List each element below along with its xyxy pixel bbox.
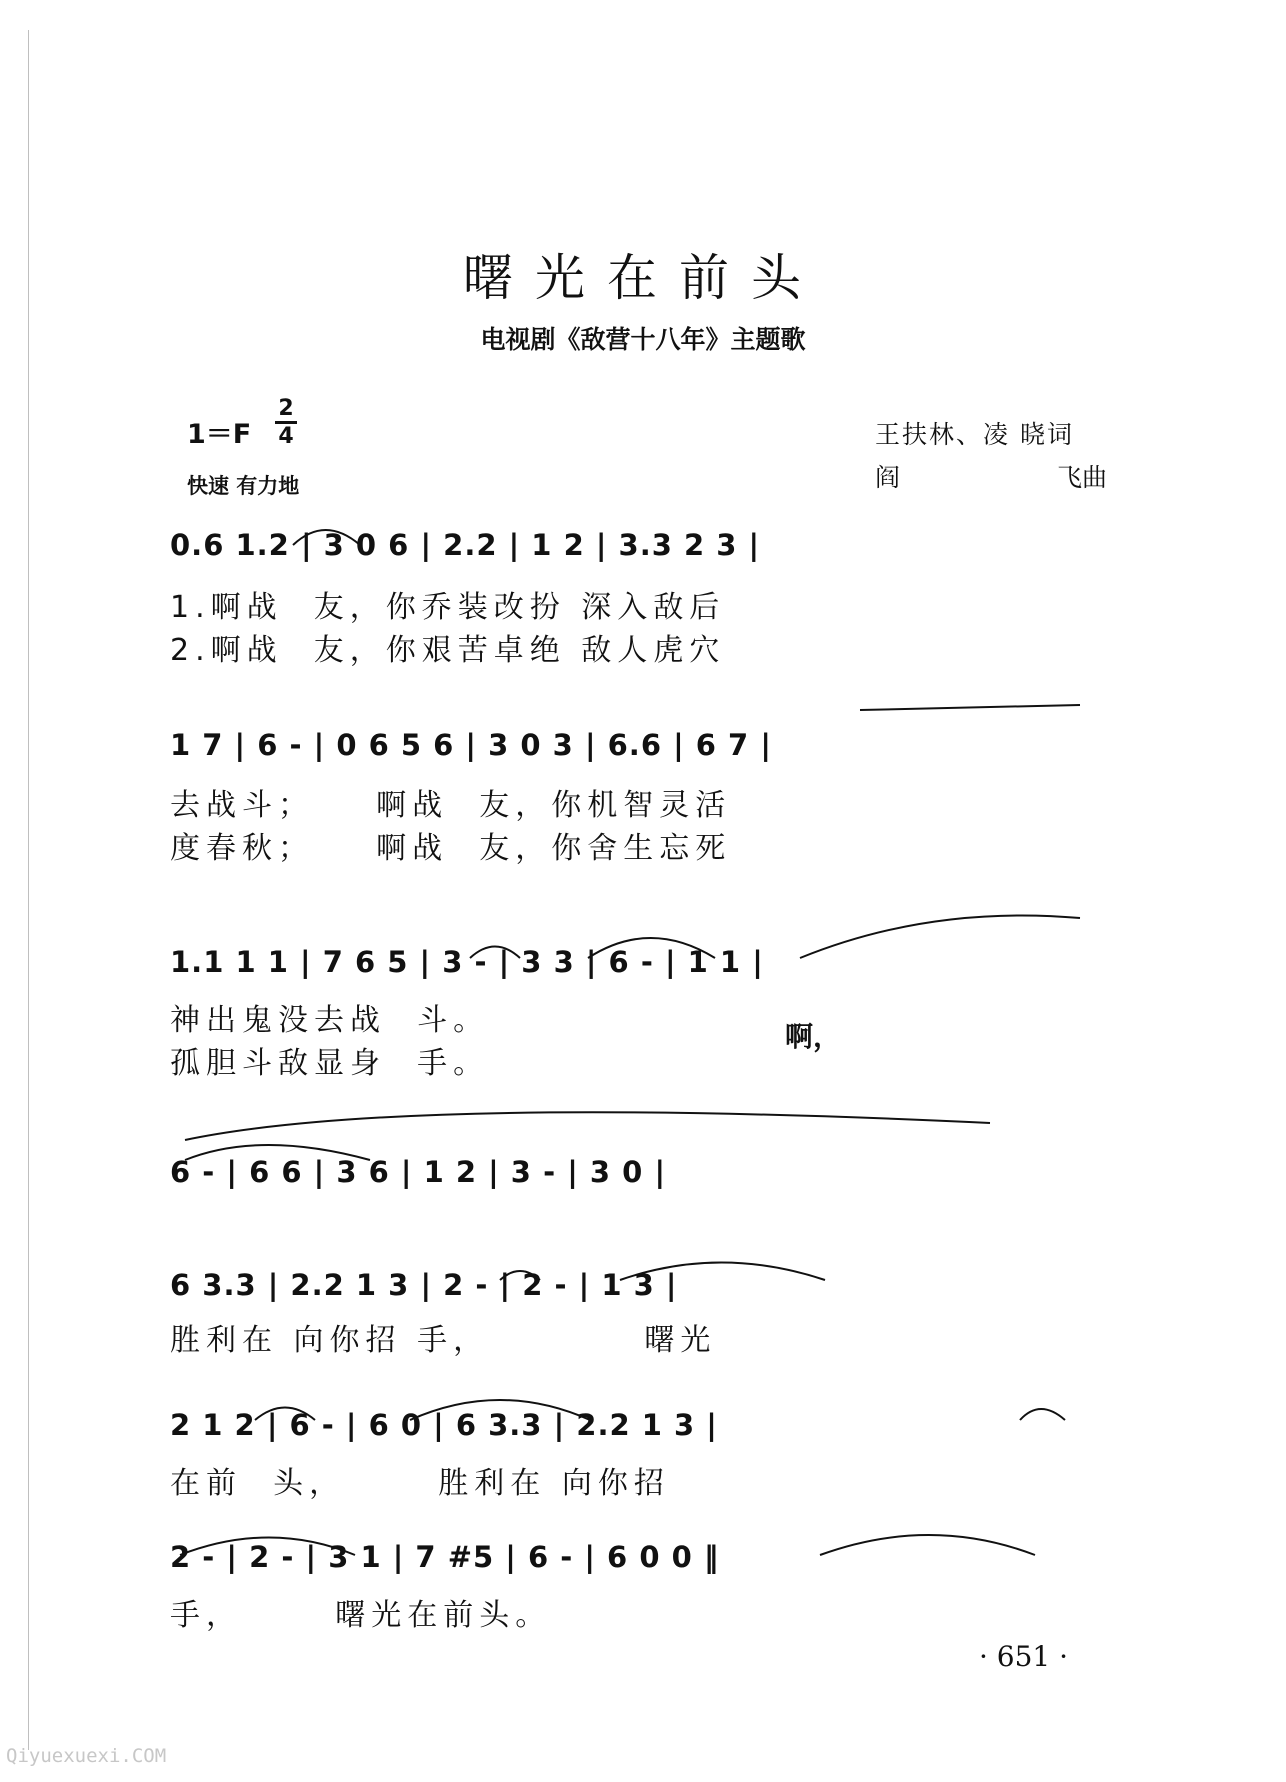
- composer-role: 飞曲: [1056, 463, 1107, 492]
- slur: [185, 1145, 370, 1160]
- notation-line-2: 1 7 | 6 - | 0 6 5 6 | 3 0 3 | 6.6 | 6 7 |: [170, 728, 772, 762]
- slur: [255, 1408, 315, 1421]
- notation-line-1: 0.6 1.2 | 3 0 6 | 2.2 | 1 2 | 3.3 2 3 |: [170, 528, 761, 562]
- notation-line-4: 6 - | 6 6 | 3 6 | 1 2 | 3 - | 3 0 |: [170, 1155, 667, 1189]
- tempo-marking: 快速 有力地: [187, 474, 300, 498]
- lyric-line-3-verse-1: 神出鬼没去战 斗。: [170, 1003, 490, 1038]
- slur: [180, 1538, 355, 1556]
- slur: [620, 1263, 825, 1281]
- slur: [860, 705, 1080, 710]
- song-title: 曙光在前头: [463, 249, 823, 307]
- slur: [185, 1112, 990, 1140]
- lyric-aside: 啊，: [785, 1020, 842, 1053]
- notation-line-5: 6 3.3 | 2.2 1 3 | 2 - | 2 - | 1 3 |: [170, 1268, 678, 1302]
- lyric-line-6: 在前 头， 胜利在 向你招: [170, 1466, 670, 1501]
- lyric-line-2-verse-2: 度春秋； 啊战 友，你舍生忘死: [170, 831, 732, 866]
- page-number: · 651 ·: [978, 1640, 1068, 1673]
- notation-line-7: 2 - | 2 - | 3 1 | 7 #5 | 6 - | 6 0 0 ‖: [170, 1540, 720, 1574]
- time-numerator: 2: [278, 396, 294, 421]
- slur: [410, 1400, 590, 1420]
- time-denominator: 4: [278, 424, 294, 449]
- lyric-line-1-verse-2: 2.啊战 友，你艰苦卓绝 敌人虎穴: [170, 633, 726, 668]
- lyric-line-5: 胜利在 向你招 手， 曙光: [170, 1323, 717, 1358]
- lyric-line-1-verse-1: 1.啊战 友，你乔装改扮 深入敌后: [170, 590, 726, 625]
- slur: [1020, 1409, 1065, 1420]
- lyricist-credit: 王扶林、凌 晓词: [875, 420, 1074, 449]
- notation-line-3: 1.1 1 1 | 7 6 5 | 3 - | 3 3 | 6 - | 1 1 |: [170, 945, 764, 979]
- lyric-line-3-verse-2: 孤胆斗敌显身 手。: [170, 1046, 490, 1081]
- slur: [800, 915, 1080, 958]
- slur: [500, 1271, 540, 1280]
- lyric-line-2-verse-1: 去战斗； 啊战 友，你机智灵活: [170, 788, 732, 823]
- slur: [588, 938, 715, 958]
- composer-name: 阎: [875, 463, 901, 492]
- slur: [820, 1535, 1035, 1555]
- song-subtitle: 电视剧《敌营十八年》主题歌: [480, 325, 806, 354]
- site-watermark: Qiyuexuexi.COM: [6, 1745, 167, 1767]
- key-signature: 1＝F: [187, 419, 252, 450]
- slur: [293, 530, 360, 545]
- notation-line-6: 2 1 2 | 6 - | 6 0 | 6 3.3 | 2.2 1 3 |: [170, 1408, 718, 1442]
- lyric-line-7: 手， 曙光在前头。: [170, 1598, 552, 1633]
- slur: [470, 947, 520, 959]
